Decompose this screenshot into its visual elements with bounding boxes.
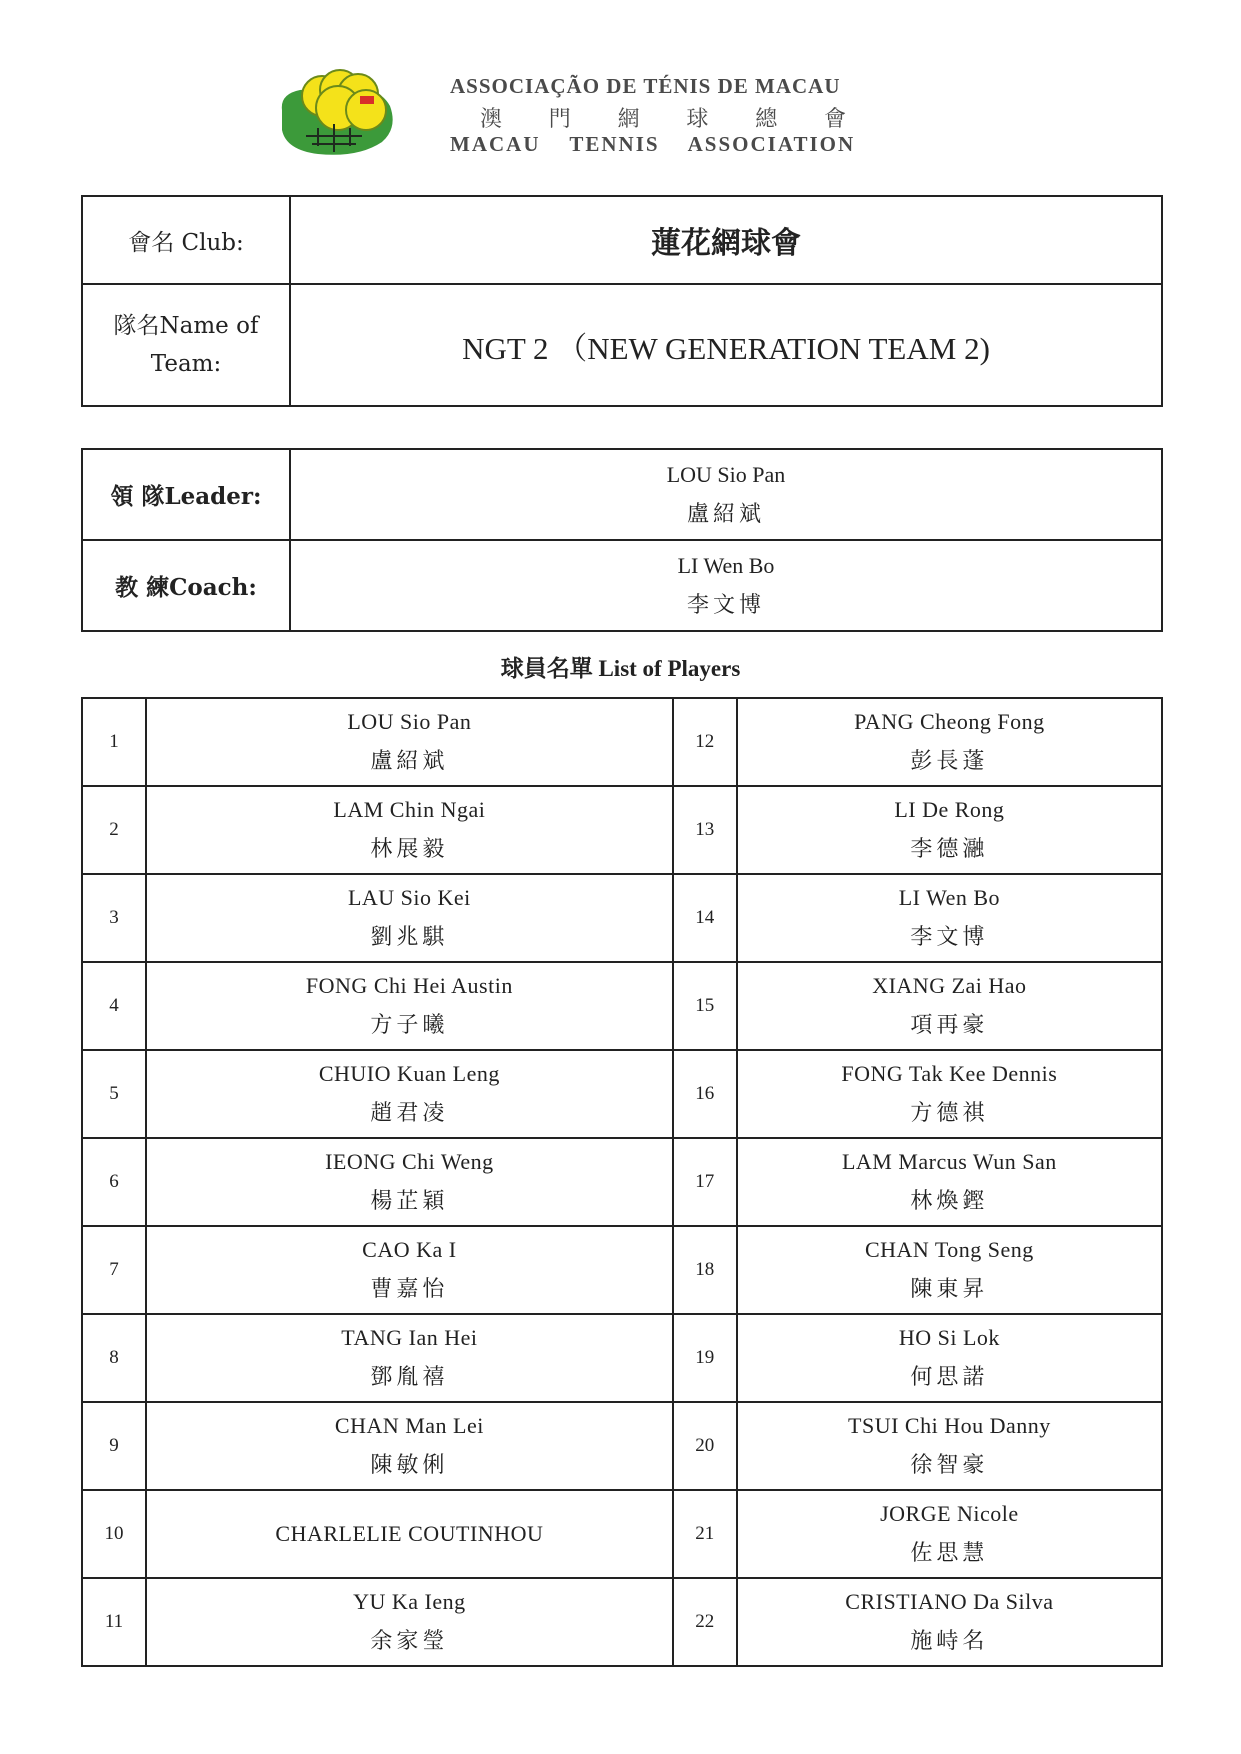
player-name: FONG Chi Hei Austin 方子曦 [146,962,673,1050]
player-number: 12 [673,698,737,786]
coach-row [82,540,1162,631]
player-row [82,1050,1162,1138]
player-row [82,1314,1162,1402]
player-name: LAM Chin Ngai 林展毅 [146,786,673,874]
coach-name: LI Wen Bo 李文博 [290,540,1162,631]
club-info-table [81,195,1163,407]
player-number: 17 [673,1138,737,1226]
player-number: 13 [673,786,737,874]
player-number: 10 [82,1490,146,1578]
org-name-chinese: 澳 門 網 球 總 會 [480,107,846,132]
player-row [82,1490,1162,1578]
team-label: 隊名Name of Team: [82,284,290,406]
player-number: 14 [673,874,737,962]
player-name: LI Wen Bo 李文博 [737,874,1162,962]
player-name: XIANG Zai Hao 項再豪 [737,962,1162,1050]
club-label: 會名 Club: [82,196,290,284]
player-row [82,698,1162,786]
player-name: CHAN Man Lei 陳敏俐 [146,1402,673,1490]
org-name-english: MACAU TENNIS ASSOCIATION [450,132,856,156]
player-name: CHAN Tong Seng 陳東昇 [737,1226,1162,1314]
club-row [82,196,1162,284]
player-row [82,786,1162,874]
team-row [82,284,1162,406]
player-name: CHARLELIE COUTINHOU [146,1490,673,1578]
player-name: LAU Sio Kei 劉兆騏 [146,874,673,962]
leader-row [82,449,1162,540]
player-name: LAM Marcus Wun San 林煥鏗 [737,1138,1162,1226]
player-number: 8 [82,1314,146,1402]
player-name: IEONG Chi Weng 楊芷穎 [146,1138,673,1226]
player-number: 9 [82,1402,146,1490]
player-row [82,874,1162,962]
player-name: JORGE Nicole 佐思慧 [737,1490,1162,1578]
player-number: 5 [82,1050,146,1138]
player-number: 1 [82,698,146,786]
club-value: 蓮花網球會 [290,196,1162,284]
players-list-heading: 球員名單 List of Players [500,656,741,681]
player-number: 16 [673,1050,737,1138]
player-name: CAO Ka I 曹嘉怡 [146,1226,673,1314]
player-number: 7 [82,1226,146,1314]
player-number: 2 [82,786,146,874]
player-name: CRISTIANO Da Silva 施峙名 [737,1578,1162,1666]
players-table [81,697,1163,1667]
player-name: YU Ka Ieng 余家瑩 [146,1578,673,1666]
macau-tennis-association-logo [278,66,402,158]
player-row [82,1578,1162,1666]
player-row [82,1138,1162,1226]
player-number: 22 [673,1578,737,1666]
player-row [82,1402,1162,1490]
player-name: TANG Ian Hei 鄧胤禧 [146,1314,673,1402]
player-number: 3 [82,874,146,962]
player-number: 6 [82,1138,146,1226]
team-value: NGT 2 （NEW GENERATION TEAM 2) [290,284,1162,406]
player-name: LOU Sio Pan 盧紹斌 [146,698,673,786]
organization-name [450,74,870,160]
player-number: 15 [673,962,737,1050]
player-number: 20 [673,1402,737,1490]
player-row [82,962,1162,1050]
player-name: PANG Cheong Fong 彭長蓬 [737,698,1162,786]
player-row [82,1226,1162,1314]
player-name: LI De Rong 李德瀜 [737,786,1162,874]
player-name: FONG Tak Kee Dennis 方德祺 [737,1050,1162,1138]
player-number: 19 [673,1314,737,1402]
player-number: 21 [673,1490,737,1578]
player-name: HO Si Lok 何思諾 [737,1314,1162,1402]
player-name: TSUI Chi Hou Danny 徐智豪 [737,1402,1162,1490]
coach-label: 教 練Coach: [82,540,290,631]
org-name-portuguese: ASSOCIAÇÃO DE TÉNIS DE MACAU [450,74,841,98]
player-number: 18 [673,1226,737,1314]
player-number: 4 [82,962,146,1050]
leader-name: LOU Sio Pan 盧紹斌 [290,449,1162,540]
player-number: 11 [82,1578,146,1666]
leader-label: 領 隊Leader: [82,449,290,540]
staff-table [81,448,1163,632]
player-name: CHUIO Kuan Leng 趙君凌 [146,1050,673,1138]
